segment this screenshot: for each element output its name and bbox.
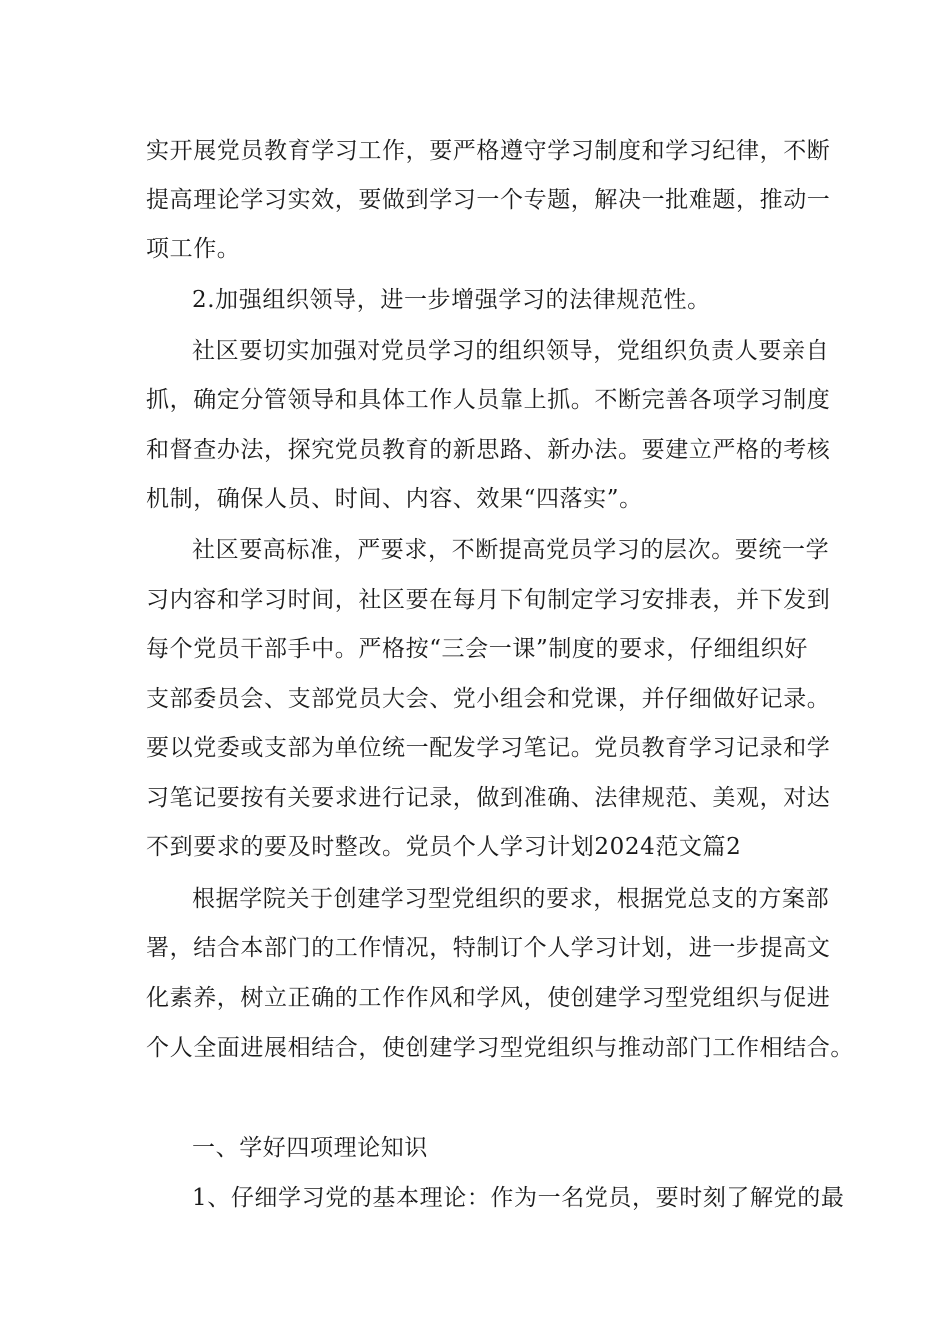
text-line: 署，结合本部门的工作情况，特制订个人学习计划，进一步提高文: [146, 935, 831, 961]
text-line: 习笔记要按有关要求进行记录，做到准确、法律规范、美观，对达: [146, 785, 831, 811]
text-line: 支部委员会、支部党员大会、党小组会和党课，并仔细做好记录。: [146, 686, 831, 712]
text-line: 每个党员干部手中。严格按“三会一课”制度的要求，仔细组织好: [146, 636, 808, 662]
text-line: 社区要切实加强对党员学习的组织领导，党组织负责人要亲自: [192, 338, 830, 364]
text-line: 1、仔细学习党的基本理论：作为一名党员，要时刻了解党的最: [192, 1185, 845, 1211]
section-heading: 一、学好四项理论知识: [192, 1135, 428, 1161]
section-heading: 2.加强组织领导，进一步增强学习的法律规范性。: [192, 287, 711, 313]
text-line: 习内容和学习时间，社区要在每月下旬制定学习安排表，并下发到: [146, 587, 831, 613]
text-line: 抓，确定分管领导和具体工作人员靠上抓。不断完善各项学习制度: [146, 387, 831, 413]
text-line: 根据学院关于创建学习型党组织的要求，根据党总支的方案部: [192, 886, 830, 912]
text-line: 不到要求的要及时整改。党员个人学习计划2024范文篇2: [146, 834, 742, 860]
text-line: 化素养，树立正确的工作作风和学风，使创建学习型党组织与促进: [146, 985, 831, 1011]
text-line: 个人全面进展相结合，使创建学习型党组织与推动部门工作相结合。: [146, 1035, 854, 1061]
text-line: 实开展党员教育学习工作，要严格遵守学习制度和学习纪律，不断: [146, 138, 831, 164]
text-line: 要以党委或支部为单位统一配发学习笔记。党员教育学习记录和学: [146, 735, 831, 761]
text-line: 机制，确保人员、时间、内容、效果“四落实”。: [146, 486, 643, 512]
text-line: 提高理论学习实效，要做到学习一个专题，解决一批难题，推动一: [146, 187, 831, 213]
text-line: 社区要高标准，严要求，不断提高党员学习的层次。要统一学: [192, 537, 830, 563]
text-line: 项工作。: [146, 236, 241, 262]
text-line: 和督查办法，探究党员教育的新思路、新办法。要建立严格的考核: [146, 437, 831, 463]
